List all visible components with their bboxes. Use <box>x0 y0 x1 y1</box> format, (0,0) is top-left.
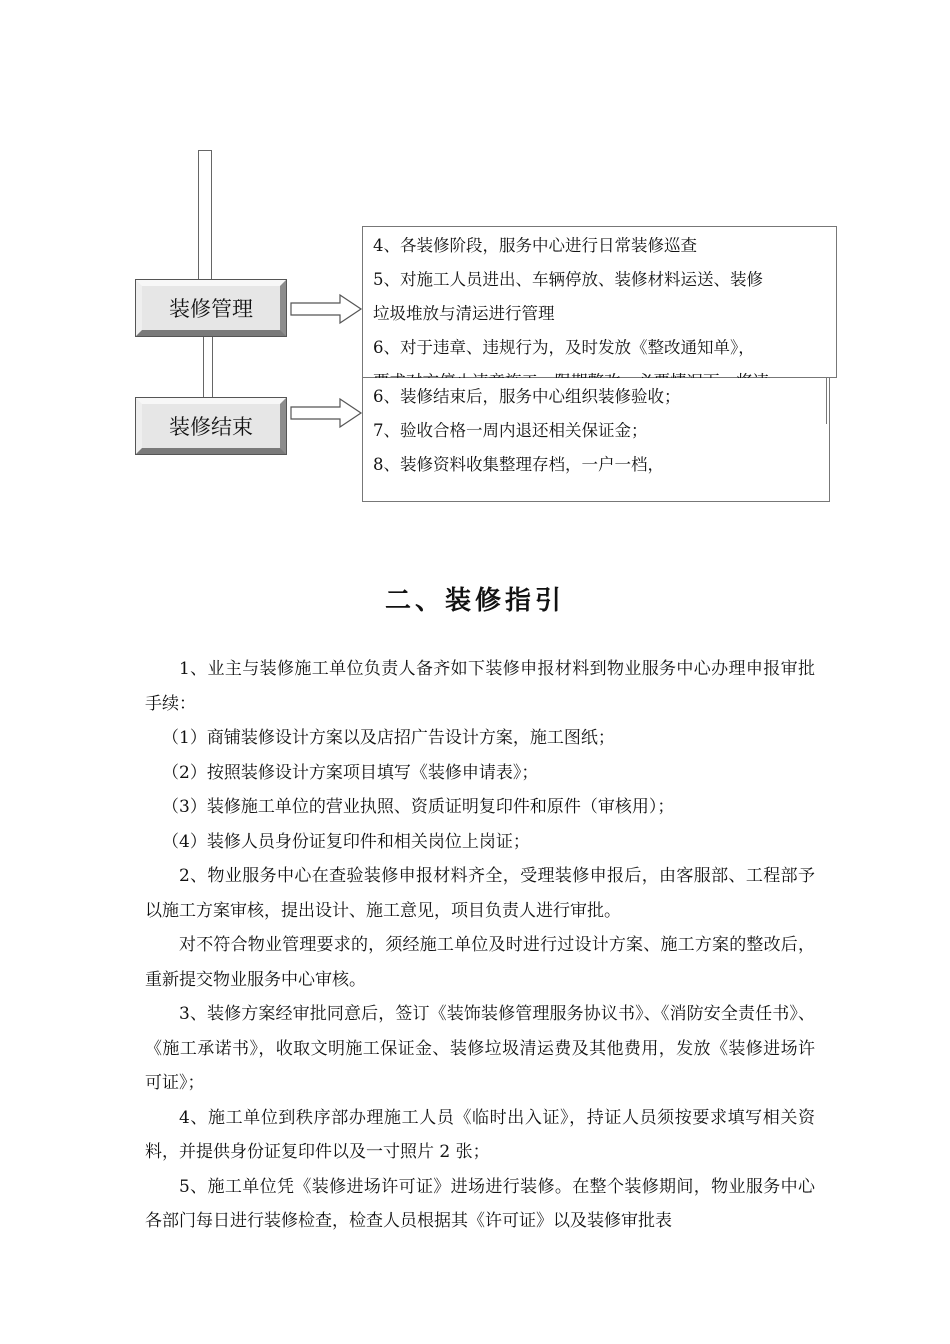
flow-arrow-end <box>290 398 362 428</box>
end-line-1: 6、装修结束后，服务中心组织装修验收； <box>373 387 681 406</box>
flow-connector-top <box>198 150 212 282</box>
flow-arrow-manage <box>290 294 362 324</box>
guide-body <box>145 652 815 1239</box>
flow-connector-middle <box>203 328 213 402</box>
paragraph-item-1: （1）商铺装修设计方案以及店招广告设计方案，施工图纸； <box>162 728 615 748</box>
end-box-top-border-right <box>826 378 828 424</box>
paragraph-4: 4、施工单位到秩序部办理施工人员《临时出入证》，持证人员须按要求填写相关资料，并提供身份证复印件以及一寸照片 2 张； <box>145 1107 815 1162</box>
flow-box-manage-label: 装修管理 <box>169 297 253 321</box>
end-line-2: 7、验收合格一周内退还相关保证金； <box>373 421 648 440</box>
manage-line-1: 4、各装修阶段，服务中心进行日常装修巡查 <box>373 236 697 255</box>
section-title: 二、装修指引 <box>384 586 565 616</box>
paragraph-item-4: （4）装修人员身份证复印件和相关岗位上岗证； <box>162 831 530 852</box>
paragraph-3: 3、装修方案经审批同意后，签订《装饰装修管理服务协议书》、《消防安全责任书》、《施工承诺书》，收取文明施工保证金、装修垃圾清运费及其他费用，发放《装修进场许可证》； <box>145 1004 815 1093</box>
manage-line-4: 6、对于违章、违规行为，及时发放《整改通知单》， <box>373 338 755 357</box>
end-line-3: 8、装修资料收集整理存档，一户一档， <box>373 455 664 474</box>
manage-line-3: 垃圾堆放与清运进行管理 <box>373 304 555 323</box>
flow-box-end <box>136 398 286 454</box>
flow-box-end-label: 装修结束 <box>169 415 253 439</box>
paragraph-2-note: 对不符合物业管理要求的，须经施工单位及时进行过设计方案、施工方案的整改后，重新提交物业服务中心审核。 <box>145 935 815 990</box>
end-text-box <box>362 378 830 502</box>
paragraph-item-2: （2）按照装修设计方案项目填写《装修申请表》； <box>162 762 539 783</box>
paragraph-item-3: （3）装修施工单位的营业执照、资质证明复印件和原件（审核用）； <box>162 797 675 817</box>
paragraph-5: 5、施工单位凭《装修进场许可证》进场进行装修。在整个装修期间，物业服务中心各部门每日进行装修检查，检查人员根据其《许可证》以及装修审批表 <box>145 1176 815 1231</box>
paragraph-1: 1、业主与装修施工单位负责人备齐如下装修申报材料到物业服务中心办理申报审批手续： <box>145 659 815 714</box>
manage-text-box <box>362 226 837 378</box>
flow-box-manage <box>136 280 286 336</box>
manage-line-2: 5、对施工人员进出、车辆停放、装修材料运送、装修 <box>373 270 763 289</box>
paragraph-2: 2、物业服务中心在查验装修申报材料齐全，受理装修申报后，由客服部、工程部予以施工方案审核，提出设计、施工意见，项目负责人进行审批。 <box>145 866 815 921</box>
